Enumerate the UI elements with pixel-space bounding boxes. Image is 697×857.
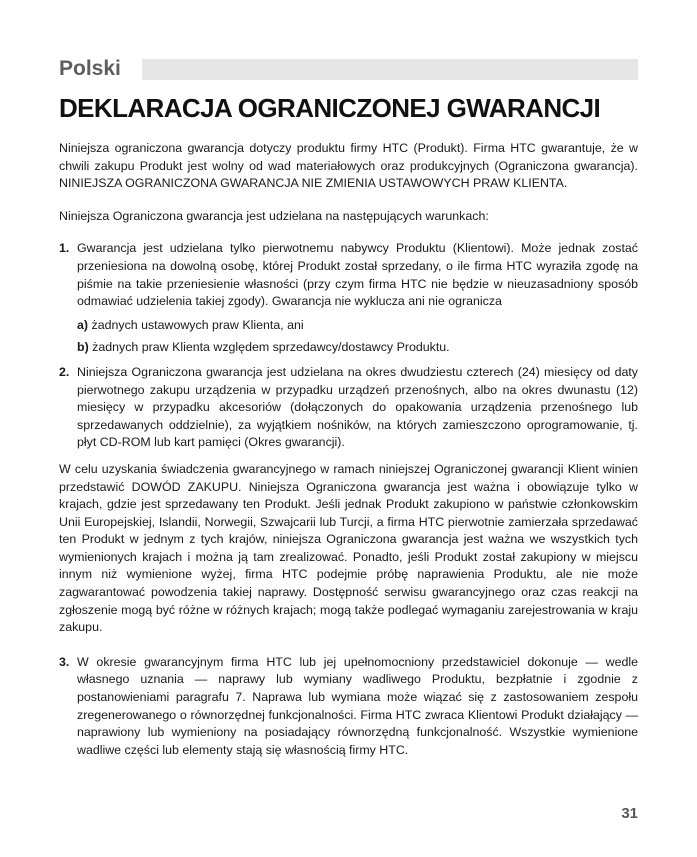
sub-item	[59, 339, 638, 357]
language-label: Polski	[59, 57, 121, 80]
sub-item-letter: a )	[77, 318, 88, 332]
header-bar	[142, 59, 638, 80]
intro-paragraph: Niniejsza ograniczona gwarancja dotyczy produktu firmy HTC (Produkt). Firma HTC gwarantuje, że w chwili zakupu Produkt jest wolny od wad materiałowych oraz produkcyjnych (Ograniczona gwarancja). NINIEJSZA OGRANICZONA GWARANCJA NIE ZMIENIA USTAWOWYCH PRAW KLIENTA.	[59, 141, 638, 191]
document-body	[59, 140, 638, 765]
list-item	[59, 654, 638, 760]
item-number: 3 .	[59, 654, 69, 672]
conditions-paragraph: Niniejsza Ograniczona gwarancja jest udzielana na następujących warunkach:	[59, 208, 489, 223]
list-item	[59, 364, 638, 452]
page-title: DEKLARACJA OGRANICZONEJ GWARANCJI	[59, 93, 601, 123]
page-number: 31	[621, 805, 638, 822]
item-text: Niniejsza Ograniczona gwarancja jest udzielana na okres dwudziestu czterech (24) miesięcy od daty pierwotnego zakupu urządzenia w przypadku urządzeń przenośnych, albo na okres dwunastu (12) miesięcy w przypadku akcesoriów (dołączonych do opakowania urządzenia przenośnego lub sprzedawanych oddzielnie), za wyjątkiem nośników, na których zamieszczono oprogramowanie, tj. płyt CD-ROM lub kart pamięci (Okres gwarancji).	[77, 364, 638, 450]
item-text: Gwarancja jest udzielana tylko pierwotnemu nabywcy Produktu (Klientowi). Może jednak zostać przeniesiona na dowolną osobę, której Produkt został sprzedany, o ile firma HTC wyraziła zgodę na piśmie na takie przeniesienie własności (przy czym firma HTC nie będzie w nieuzasadniony sposób odmawiać udzielenia takiej zgody). Gwarancja nie wyklucza ani nie ogranicza	[77, 241, 638, 309]
item-text: W okresie gwarancyjnym firma HTC lub jej upełnomocniony przedstawiciel dokonuje — wedle własnego uznania — naprawy lub wymiany wadliwego Produktu, bezpłatnie i zgodnie z postanowieniami paragrafu 7. Naprawa lub wymiana może wiązać się z zastosowaniem zespołu zregenerowanego o równorzędnej funkcjonalności. Firma HTC zwraca Klientowi Produkt działający — naprawiony lub wymieniony na posiadający równorzędną funkcjonalność. Wszystkie wymienione wadliwe części lub elementy stają się własnością firmy HTC.	[77, 654, 638, 757]
section-header	[59, 56, 639, 82]
sub-item-text: żadnych praw Klienta względem sprzedawcy/dostawcy Produktu.	[92, 340, 450, 355]
sub-item-text: żadnych ustawowych praw Klienta, ani	[91, 317, 304, 332]
service-paragraph: W celu uzyskania świadczenia gwarancyjnego w ramach niniejszej Ograniczonej gwarancji Klient winien przedstawić DOWÓD ZAKUPU. Niniejsza Ograniczona gwarancja jest ważna i obowiązuje tylko w krajach, gdzie jest sprzedawany ten Produkt. Jeśli jednak Produkt zakupiono w państwie członkowskim Unii Europejskiej, Islandii, Norwegii, Szwajcarii lub Turcji, a firma HTC pierwotnie zamierzała sprzedawać ten Produkt w jednym z tych krajów, niniejsza Ograniczona gwarancja jest ważna we wszystkich tych wymienionych krajach i można ją tam zrealizować. Ponadto, jeśli Produkt został zakupiony w miejscu innym niż wymienione wyżej, firma HTC podejmie próbę naprawienia Produktu, ale nie może zagwarantować powodzenia takiej naprawy. Dostępność serwisu gwarancyjnego oraz czas reakcji na zgłoszenie mogą być różne w różnych krajach; mogą także podlegać wymaganiu zarejestrowania w kraju zakupu.	[59, 461, 638, 635]
item-number: 1 .	[59, 240, 69, 258]
list-item	[59, 240, 638, 310]
item-number: 2 .	[59, 364, 69, 382]
sub-item	[59, 317, 638, 335]
sub-item-letter: b )	[77, 340, 89, 354]
